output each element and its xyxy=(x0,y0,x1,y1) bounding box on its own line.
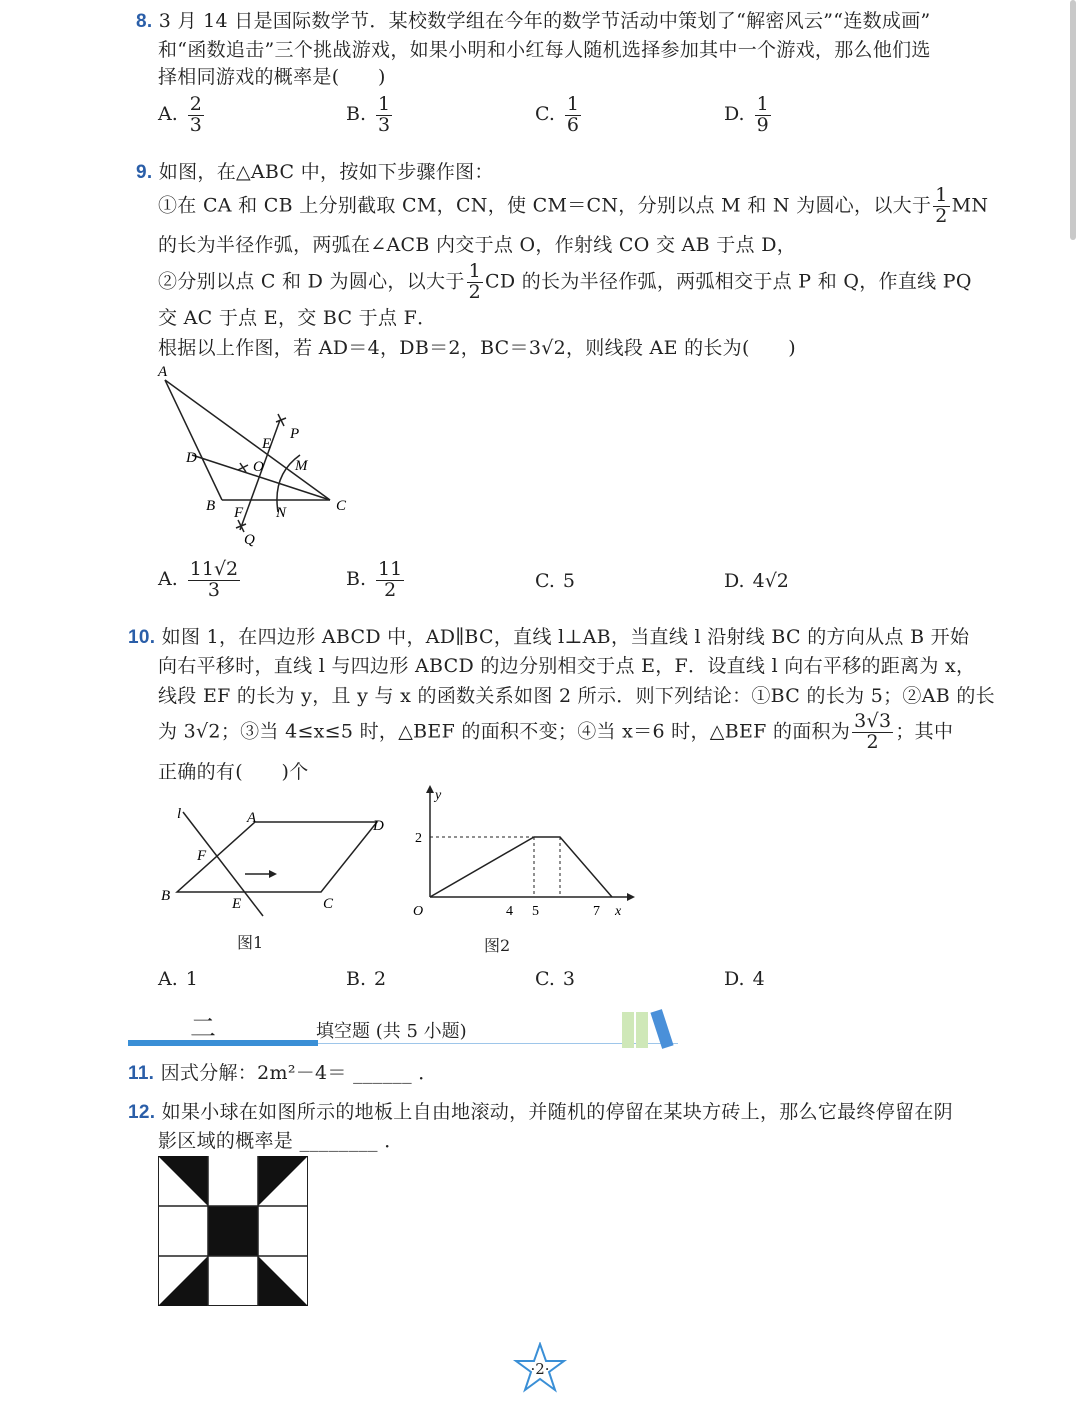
q12-line1 xyxy=(128,1097,953,1124)
book-2 xyxy=(636,1012,648,1048)
fig2-tick-5: 5 xyxy=(532,904,539,919)
tile-center xyxy=(208,1206,258,1256)
line-pq xyxy=(240,420,280,530)
label-q: Q xyxy=(244,532,255,548)
section-band-blue xyxy=(128,1040,318,1046)
q9-text-2a: ①在 CA 和 CB 上分别截取 CM，CN，使 CM＝CN，分别以点 M 和 N 为圆心，以大于 xyxy=(158,194,932,217)
q9-half-den-2: 2 xyxy=(468,280,482,303)
page-number: ·2· xyxy=(530,1360,550,1378)
line-l xyxy=(183,812,263,916)
fig1-caption: 图1 xyxy=(237,933,264,952)
section-number-badge: 二 xyxy=(190,1014,217,1044)
fig2-tick-7: 7 xyxy=(593,904,600,919)
q9-text-4a: ②分别以点 C 和 D 为圆心，以大于 xyxy=(158,270,465,293)
q12-tile-floor-figure xyxy=(158,1156,308,1306)
x-axis-arrow-icon xyxy=(627,893,635,901)
fig1-label-d: D xyxy=(373,818,384,834)
q12-text-2: 影区域的概率是 xyxy=(158,1130,294,1152)
q9-option-a[interactable]: A. $\frac{11√2}{3}$ xyxy=(158,558,239,601)
fig2-label-y: y xyxy=(435,788,442,803)
book-1 xyxy=(622,1012,634,1048)
q12-number: 12. xyxy=(128,1102,156,1123)
label-a: A xyxy=(158,364,168,380)
q8-line1 xyxy=(136,6,931,33)
label-n: N xyxy=(276,505,287,521)
q10-text-4b: ；其中 xyxy=(895,720,954,743)
segment-ac xyxy=(165,380,330,500)
fig2-caption: 图2 xyxy=(484,936,511,955)
q8-option-a[interactable]: A. $\frac{2}{3}$ xyxy=(158,93,202,136)
fig2-tick-2: 2 xyxy=(415,831,422,846)
q10-text-4a: 为 3√2；③当 4≤x≤5 时，△BEF 的面积不变；④当 x＝6 时，△BEF 的面积为 xyxy=(158,720,851,743)
label-d: D xyxy=(186,450,197,466)
q9-line6: 根据以上作图，若 AD＝4，DB＝2，BC＝3√2，则线段 AE 的长为( ) xyxy=(158,337,796,359)
section-title: 填空题 (共 5 小题) xyxy=(316,1021,467,1042)
y-axis-arrow-icon xyxy=(426,785,434,793)
label-f: F xyxy=(234,505,244,521)
q10-figure-2-graph xyxy=(405,785,635,935)
q10-frac-den: 2 xyxy=(866,730,879,753)
books-icon xyxy=(620,1008,676,1050)
q9-number: 9. xyxy=(136,162,153,183)
q12-text-1: 如果小球在如图所示的地板上自由地滚动，并随机的停留在某块方砖上，那么它最终停留在阴 xyxy=(161,1101,953,1123)
q9-option-c[interactable]: C. 5 xyxy=(535,570,575,592)
book-3 xyxy=(650,1009,673,1049)
q9-line5: 交 AC 于点 E，交 BC 于点 F． xyxy=(158,307,437,329)
label-p: P xyxy=(290,426,300,442)
label-b: B xyxy=(206,498,216,514)
q8-option-c[interactable]: C. $\frac{1}{6}$ xyxy=(535,93,579,136)
quadrilateral-abcd xyxy=(177,822,377,892)
label-o: O xyxy=(253,459,264,475)
label-m: M xyxy=(295,458,308,474)
q9-line1 xyxy=(136,157,494,184)
q9-half-num-2: 1 xyxy=(468,260,482,282)
q9-text-4b: CD 的长为半径作弧，两弧相交于点 P 和 Q，作直线 PQ xyxy=(485,270,972,293)
q10-frac-num: 3√3 xyxy=(854,710,892,732)
arrow-right-icon xyxy=(269,870,277,878)
q11-text: 因式分解：2m²－4＝ xyxy=(160,1062,347,1084)
q10-option-a[interactable]: A. 1 xyxy=(158,968,198,990)
q10-option-c[interactable]: C. 3 xyxy=(535,968,575,990)
q10-text-1: 如图 1，在四边形 ABCD 中，AD∥BC，直线 l⊥AB，当直线 l 沿射线 BC 的方向从点 B 开始 xyxy=(161,626,970,648)
fig2-tick-4: 4 xyxy=(506,904,513,919)
q10-line3: 线段 EF 的长为 y，且 y 与 x 的函数关系如图 2 所示．则下列结论：①BC 的长为 5；②AB 的长 xyxy=(158,685,995,707)
q11-number: 11. xyxy=(128,1063,155,1084)
q8-line2: 和“函数追击”三个挑战游戏，如果小明和小红每人随机选择参加其中一个游戏，那么他们选 xyxy=(158,39,931,61)
q10-line1 xyxy=(128,622,969,649)
q10-line4 xyxy=(158,712,953,753)
q10-number: 10. xyxy=(128,627,156,648)
q10-option-b[interactable]: B. 2 xyxy=(346,968,387,990)
q9-line4 xyxy=(158,262,972,303)
q8-option-d[interactable]: D. $\frac{1}{9}$ xyxy=(724,93,769,136)
q9-text-2b: MN xyxy=(951,194,989,217)
q10-line5: 正确的有( )个 xyxy=(158,761,309,783)
q12-end: ． xyxy=(384,1130,404,1152)
q8-text-1: 3 月 14 日是国际数学节．某校数学组在今年的数学节活动中策划了“解密风云”“连数成画” xyxy=(158,10,931,32)
function-graph-line xyxy=(430,837,612,897)
graph-lines xyxy=(430,837,612,897)
q12-line2 xyxy=(158,1126,404,1153)
fig1-label-b: B xyxy=(161,888,171,904)
label-e: E xyxy=(262,436,272,452)
q9-option-b[interactable]: B. $\frac{11}{2}$ xyxy=(346,558,403,601)
q11-answer-blank[interactable]: ______ xyxy=(353,1062,412,1084)
q9-half-num: 1 xyxy=(935,184,948,206)
q9-line2 xyxy=(158,186,988,227)
fig1-label-f: F xyxy=(197,848,207,864)
label-c: C xyxy=(336,498,347,514)
segment-ab xyxy=(165,380,222,500)
q9-half-den: 2 xyxy=(935,204,948,227)
q9-line3: 的长为半径作弧，两弧在∠ACB 内交于点 O，作射线 CO 交 AB 于点 D， xyxy=(158,234,797,256)
q8-line3: 择相同游戏的概率是( ) xyxy=(158,66,386,88)
q12-answer-blank[interactable]: ________ xyxy=(299,1130,378,1152)
q8-option-b[interactable]: B. $\frac{1}{3}$ xyxy=(346,93,391,136)
q9-triangle-figure xyxy=(150,360,370,550)
q9-text-1: 如图，在△ABC 中，按如下步骤作图： xyxy=(158,161,494,183)
q10-line2: 向右平移时，直线 l 与四边形 ABCD 的边分别相交于点 E，F．设直线 l 向右平移的距离为 x， xyxy=(158,655,976,677)
fig1-label-e: E xyxy=(232,896,242,912)
tile-top-middle xyxy=(208,1156,258,1206)
q9-option-d[interactable]: D. 4√2 xyxy=(724,570,789,592)
fig1-label-l: l xyxy=(177,806,182,822)
q8-number: 8. xyxy=(136,11,153,32)
q10-option-d[interactable]: D. 4 xyxy=(724,968,765,990)
fig1-label-c: C xyxy=(323,896,334,912)
q10-figure-1 xyxy=(155,800,395,950)
scrollbar[interactable] xyxy=(1070,0,1076,240)
q11-end: ． xyxy=(418,1062,438,1084)
fig1-label-a: A xyxy=(247,810,257,826)
fig2-label-origin: O xyxy=(413,904,424,919)
fig2-label-x: x xyxy=(615,904,622,919)
q11-line xyxy=(128,1058,438,1085)
